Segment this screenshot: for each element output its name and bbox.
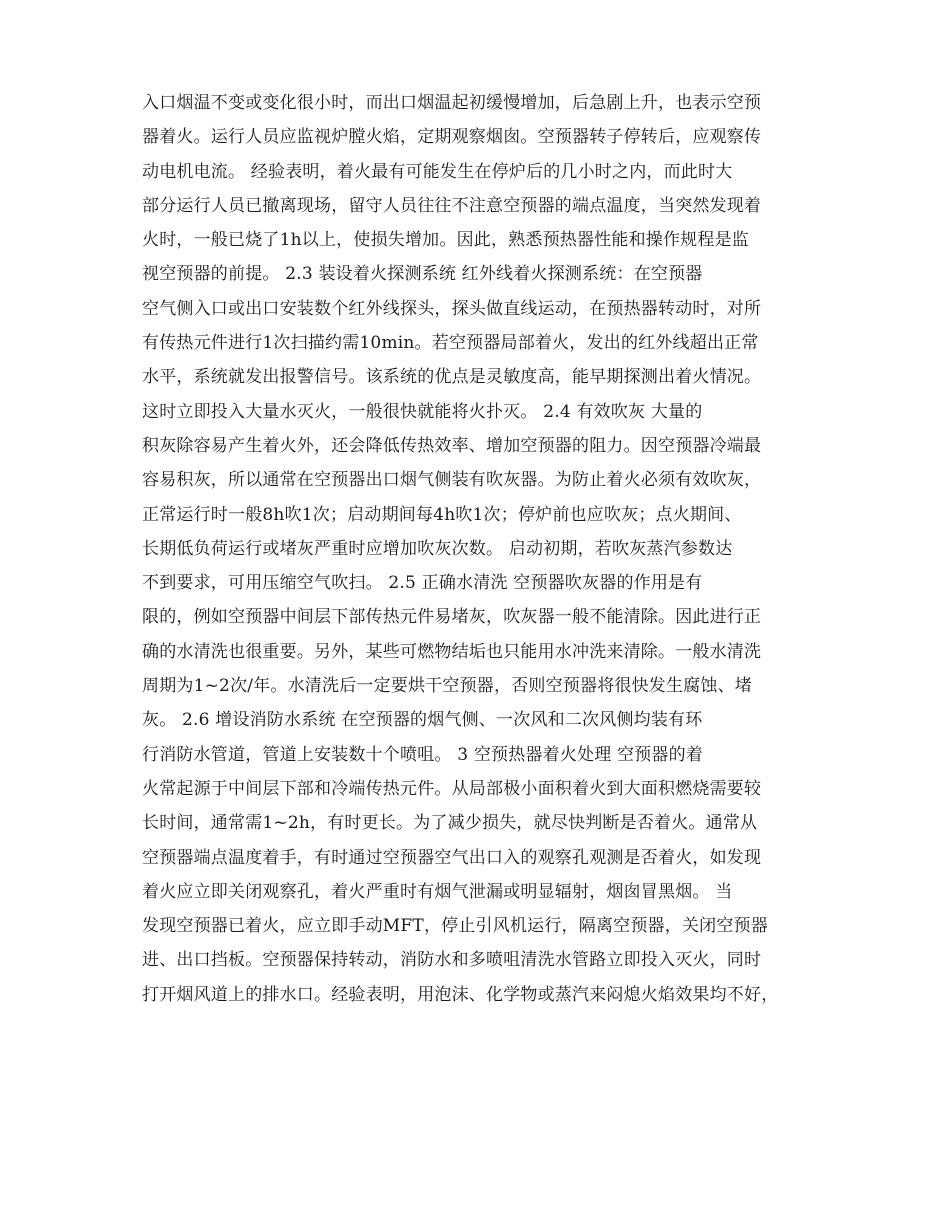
text-line: 长时间，通常需1~2h，有时更长。为了减少损失，就尽快判断是否着火。通常从 (142, 813, 758, 834)
text-line: 长期低负荷运行或堵灰严重时应增加吹灰次数。 启动初期，若吹灰蒸汽参数达 (142, 538, 733, 559)
text-line: 限的，例如空预器中间层下部传热元件易堵灰，吹灰器一般不能清除。因此进行正 (142, 607, 762, 628)
text-line: 进、出口挡板。空预器保持转动，消防水和多喷咀清洗水管路立即投入灭火，同时 (142, 950, 762, 971)
text-line: 周期为1~2次/年。水清洗后一定要烘干空预器，否则空预器将很快发生腐蚀、堵 (142, 676, 753, 697)
text-line: 部分运行人员已撤离现场，留守人员往往不注意空预器的端点温度，当突然发现着 (142, 195, 762, 216)
text-line: 正常运行时一般8h吹1次；启动期间每4h吹1次；停炉前也应吹灰；点火期间、 (142, 504, 742, 525)
text-line: 器着火。运行人员应监视炉膛火焰，定期观察烟囱。空预器转子停转后，应观察传 (142, 127, 762, 148)
text-line: 动电机电流。 经验表明，着火最有可能发生在停炉后的几小时之内，而此时大 (142, 161, 733, 182)
text-line: 确的水清洗也很重要。另外，某些可燃物结垢也只能用水冲洗来清除。一般水清洗 (142, 641, 762, 662)
text-line: 视空预器的前提。 2.3 装设着火探测系统 红外线着火探测系统：在空预器 (142, 264, 703, 285)
text-line: 灰。 2.6 增设消防水系统 在空预器的烟气侧、一次风和二次风侧均装有环 (142, 710, 703, 731)
text-line: 空气侧入口或出口安装数个红外线探头，探头做直线运动，在预热器转动时，对所 (142, 298, 762, 319)
text-line: 火常起源于中间层下部和冷端传热元件。从局部极小面积着火到大面积燃烧需要较 (142, 778, 762, 799)
body-text (142, 86, 812, 1012)
text-line: 着火应立即关闭观察孔，着火严重时有烟气泄漏或明显辐射，烟囱冒黑烟。 当 (142, 881, 733, 902)
text-line: 发现空预器已着火，应立即手动MFT，停止引风机运行，隔离空预器，关闭空预器 (142, 916, 768, 937)
text-line: 行消防水管道，管道上安装数十个喷咀。 3 空预热器着火处理 空预器的着 (142, 744, 704, 765)
text-line: 容易积灰，所以通常在空预器出口烟气侧装有吹灰器。为防止着火必须有效吹灰， (142, 470, 762, 491)
text-line: 不到要求，可用压缩空气吹扫。 2.5 正确水清洗 空预器吹灰器的作用是有 (142, 573, 703, 594)
text-line: 积灰除容易产生着火外，还会降低传热效率、增加空预器的阻力。因空预器冷端最 (142, 435, 762, 456)
text-line: 有传热元件进行1次扫描约需10min。若空预器局部着火，发出的红外线超出正常 (142, 333, 759, 354)
text-line: 火时，一般已烧了1h以上，使损失增加。因此，熟悉预热器性能和操作规程是监 (142, 230, 749, 251)
text-line: 入口烟温不变或变化很小时，而出口烟温起初缓慢增加，后急剧上升，也表示空预 (142, 93, 762, 113)
text-line: 打开烟风道上的排水口。经验表明，用泡沫、化学物或蒸汽来闷熄火焰效果均不好， (142, 984, 779, 1005)
text-line: 这时立即投入大量水灭火，一般很快就能将火扑灭。 2.4 有效吹灰 大量的 (142, 401, 703, 422)
text-line: 空预器端点温度着手，有时通过空预器空气出口入的观察孔观测是否着火，如发现 (142, 847, 762, 868)
text-line: 水平，系统就发出报警信号。该系统的优点是灵敏度高，能早期探测出着火情况。 (142, 367, 762, 388)
